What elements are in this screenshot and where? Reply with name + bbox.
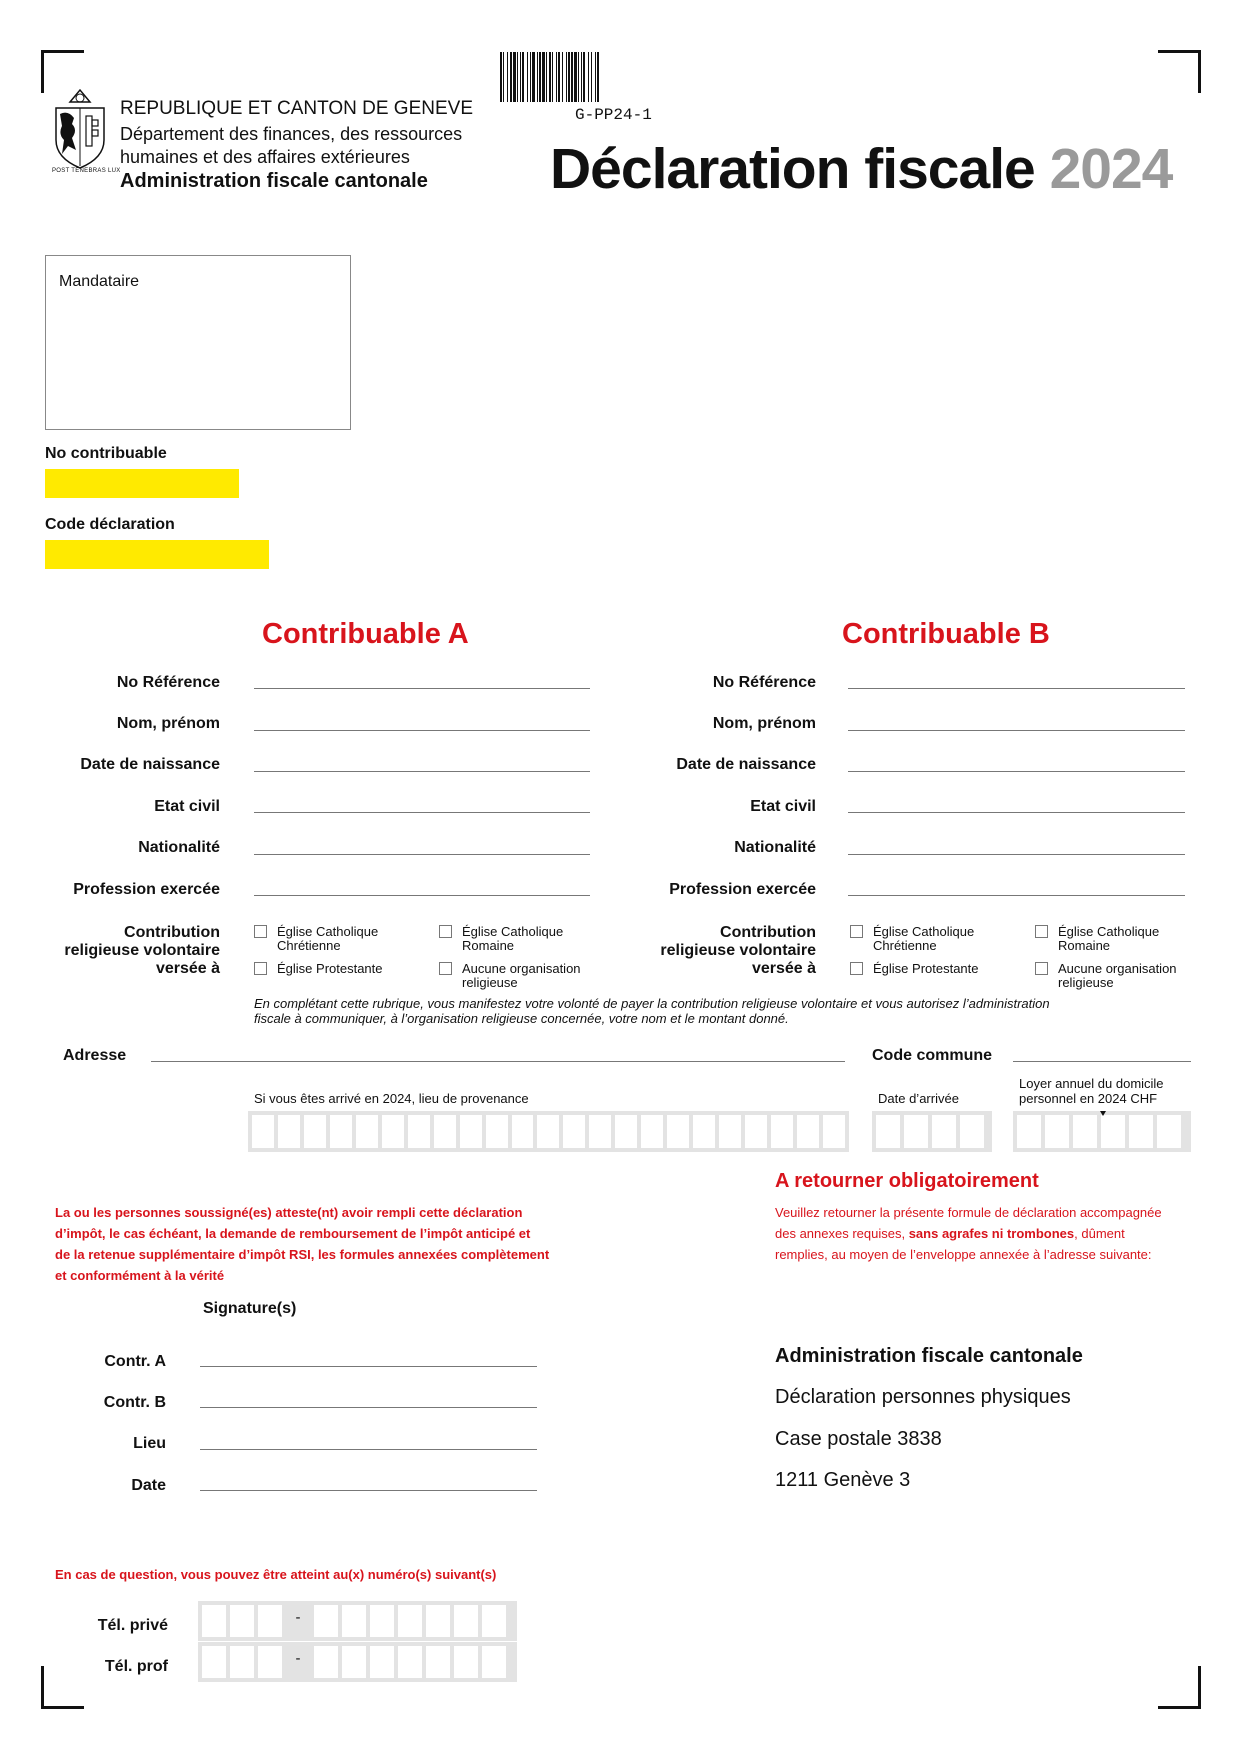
digit-box xyxy=(342,1646,366,1678)
checkbox-protestante-a[interactable] xyxy=(254,962,267,975)
contribuable-b-heading: Contribuable B xyxy=(842,618,1050,650)
char-box xyxy=(408,1115,430,1148)
field-line-nom-a[interactable] xyxy=(254,730,590,731)
religion-note-line: En complétant cette rubrique, vous manifestez votre volonté de payer la contribution religieuse volontaire et vous autorisez l’administration xyxy=(254,996,1050,1011)
signature-line-contr-a[interactable] xyxy=(200,1366,537,1367)
field-label: No Référence xyxy=(116,674,220,691)
checkbox-aucune-a[interactable] xyxy=(439,962,452,975)
return-notice-line: remplies, au moyen de l’enveloppe annexée à l’adresse suivante: xyxy=(775,1247,1152,1262)
char-box xyxy=(904,1115,928,1148)
field-label: Profession exercée xyxy=(73,881,220,898)
field-line-naissance-b[interactable] xyxy=(848,771,1185,772)
phone-prive-input[interactable] xyxy=(198,1601,517,1641)
religion-note xyxy=(254,996,1050,1026)
title-main: Déclaration fiscale xyxy=(550,137,1035,201)
char-box xyxy=(932,1115,956,1148)
return-notice-text-part: , dûment xyxy=(1074,1226,1125,1241)
char-box xyxy=(460,1115,482,1148)
digit-box xyxy=(202,1646,226,1678)
address-line[interactable] xyxy=(151,1061,845,1062)
no-contribuable-field[interactable] xyxy=(45,469,239,498)
option-line: Église Catholique xyxy=(1058,924,1160,939)
checkbox-catholique-chretienne-a[interactable] xyxy=(254,925,267,938)
crop-mark-bottom-right xyxy=(1158,1666,1201,1709)
option-line: Romaine xyxy=(462,938,515,953)
char-box xyxy=(667,1115,689,1148)
char-box xyxy=(563,1115,585,1148)
option-aucune-a xyxy=(462,962,581,990)
attestation-text xyxy=(55,1202,549,1286)
char-box xyxy=(797,1115,819,1148)
checkbox-catholique-romaine-a[interactable] xyxy=(439,925,452,938)
char-box xyxy=(745,1115,767,1148)
return-notice-line: Veuillez retourner la présente formule de déclaration accompagnée xyxy=(775,1205,1162,1220)
return-notice-text xyxy=(775,1202,1162,1265)
attestation-line: La ou les personnes soussigné(es) atteste(nt) avoir rempli cette déclaration xyxy=(55,1205,523,1220)
code-commune-label: Code commune xyxy=(872,1047,993,1064)
field-label: Etat civil xyxy=(750,798,816,815)
char-box xyxy=(434,1115,456,1148)
char-box xyxy=(382,1115,404,1148)
option-line: religieuse xyxy=(462,975,518,990)
arrival-label: Date d’arrivée xyxy=(878,1091,959,1106)
arrival-date-input[interactable] xyxy=(872,1111,992,1152)
title-year: 2024 xyxy=(1049,137,1173,201)
geneva-crest-icon xyxy=(50,80,110,180)
char-box xyxy=(1101,1115,1125,1148)
option-line: Romaine xyxy=(1058,938,1111,953)
field-label: Date de naissance xyxy=(80,756,220,773)
char-box xyxy=(876,1115,900,1148)
char-box xyxy=(1129,1115,1153,1148)
char-box xyxy=(1045,1115,1069,1148)
religion-label-line: versée à xyxy=(155,960,220,977)
char-box xyxy=(771,1115,793,1148)
checkbox-protestante-b[interactable] xyxy=(850,962,863,975)
char-box xyxy=(823,1115,845,1148)
religion-label-line: Contribution xyxy=(124,924,220,941)
crest-motto: POST TENEBRAS LUX xyxy=(52,168,121,174)
field-line-nationalite-a[interactable] xyxy=(254,854,590,855)
contribuable-a-heading: Contribuable A xyxy=(262,618,469,650)
field-line-nationalite-b[interactable] xyxy=(848,854,1185,855)
barcode-code: G-PP24-1 xyxy=(575,106,652,124)
digit-box xyxy=(258,1646,282,1678)
char-box xyxy=(1017,1115,1041,1148)
department-line-1: Département des finances, des ressources xyxy=(120,124,463,144)
char-box xyxy=(304,1115,326,1148)
rent-input[interactable] xyxy=(1013,1111,1191,1152)
char-box xyxy=(693,1115,715,1148)
char-box xyxy=(589,1115,611,1148)
digit-box xyxy=(426,1646,450,1678)
phone-separator: - xyxy=(295,1650,301,1667)
option-line: Aucune organisation xyxy=(462,961,581,976)
checkbox-catholique-romaine-b[interactable] xyxy=(1035,925,1048,938)
option-line: religieuse xyxy=(1058,975,1114,990)
field-label: No Référence xyxy=(712,674,816,691)
attestation-line: de la retenue supplémentaire d’impôt RSI, les formules annexées complètement xyxy=(55,1247,550,1262)
mandataire-box[interactable] xyxy=(45,255,351,430)
field-label: Nom, prénom xyxy=(116,715,220,732)
phone-prive-label: Tél. privé xyxy=(97,1617,168,1634)
digit-box xyxy=(258,1605,282,1637)
digit-box xyxy=(370,1646,394,1678)
rent-label-line: personnel en 2024 CHF xyxy=(1019,1091,1158,1106)
option-aucune-b xyxy=(1058,962,1177,990)
phone-prof-label: Tél. prof xyxy=(104,1658,168,1675)
field-line-profession-a[interactable] xyxy=(254,895,590,896)
signature-label-contr-a: Contr. A xyxy=(104,1353,166,1370)
religion-label-b xyxy=(660,924,816,978)
return-address-line-4: 1211 Genève 3 xyxy=(775,1469,911,1491)
code-declaration-label: Code déclaration xyxy=(45,516,175,533)
char-box xyxy=(1157,1115,1181,1148)
provenance-input[interactable] xyxy=(248,1111,849,1152)
char-box xyxy=(719,1115,741,1148)
digit-box xyxy=(398,1646,422,1678)
code-commune-line[interactable] xyxy=(1013,1061,1191,1062)
thousands-marker-icon xyxy=(1100,1111,1106,1116)
rent-label-line: Loyer annuel du domicile xyxy=(1019,1076,1164,1091)
field-line-no-reference-a[interactable] xyxy=(254,688,590,689)
digit-box xyxy=(202,1605,226,1637)
signature-label-date: Date xyxy=(131,1477,166,1494)
republic-name: REPUBLIQUE ET CANTON DE GENEVE xyxy=(120,98,473,119)
option-line: Chrétienne xyxy=(277,938,341,953)
provenance-label: Si vous êtes arrivé en 2024, lieu de provenance xyxy=(254,1091,529,1106)
char-box xyxy=(960,1115,984,1148)
phone-prof-input[interactable] xyxy=(198,1642,517,1682)
char-box xyxy=(330,1115,352,1148)
department-line-2: humaines et des affaires extérieures xyxy=(120,147,410,167)
checkbox-catholique-chretienne-b[interactable] xyxy=(850,925,863,938)
char-box xyxy=(1073,1115,1097,1148)
char-box xyxy=(278,1115,300,1148)
religion-label-line: religieuse volontaire xyxy=(660,942,816,959)
option-line: Église Catholique xyxy=(277,924,379,939)
field-line-etat-civil-a[interactable] xyxy=(254,812,590,813)
barcode xyxy=(500,52,740,107)
address-label: Adresse xyxy=(63,1047,127,1064)
attestation-line: d’impôt, le cas échéant, la demande de remboursement de l’impôt anticipé et xyxy=(55,1226,531,1241)
option-line: Aucune organisation xyxy=(1058,961,1177,976)
religion-note-line: fiscale à communiquer, à l’organisation religieuse concernée, votre nom et le montant donné. xyxy=(254,1011,789,1026)
option-catholique-chretienne-b xyxy=(873,925,974,953)
digit-box xyxy=(398,1605,422,1637)
option-protestante-b: Église Protestante xyxy=(873,961,979,976)
page-title xyxy=(550,136,1172,202)
field-label: Nationalité xyxy=(734,839,816,856)
digit-box xyxy=(314,1605,338,1637)
option-catholique-romaine-b xyxy=(1058,925,1159,953)
no-staples-notice: sans agrafes ni trombones xyxy=(908,1226,1075,1241)
signature-label-contr-b: Contr. B xyxy=(103,1394,166,1411)
field-label: Date de naissance xyxy=(676,756,816,773)
digit-box xyxy=(426,1605,450,1637)
char-box xyxy=(641,1115,663,1148)
digit-box xyxy=(230,1605,254,1637)
option-protestante-a: Église Protestante xyxy=(277,961,383,976)
return-address-line-1: Administration fiscale cantonale xyxy=(775,1345,1083,1367)
attestation-line: et conformément à la vérité xyxy=(55,1268,225,1283)
crop-mark-top-right xyxy=(1158,50,1201,93)
code-declaration-field[interactable] xyxy=(45,540,269,569)
field-line-nom-b[interactable] xyxy=(848,730,1185,731)
char-box xyxy=(356,1115,378,1148)
option-line: Chrétienne xyxy=(873,938,937,953)
field-line-profession-b[interactable] xyxy=(848,895,1185,896)
option-catholique-romaine-a xyxy=(462,925,563,953)
signature-line-date[interactable] xyxy=(200,1490,537,1491)
religion-label-line: Contribution xyxy=(720,924,816,941)
signature-label-lieu: Lieu xyxy=(133,1435,166,1452)
option-line: Église Catholique xyxy=(873,924,975,939)
no-contribuable-label: No contribuable xyxy=(45,445,167,462)
digit-box xyxy=(314,1646,338,1678)
char-box xyxy=(615,1115,637,1148)
char-box xyxy=(252,1115,274,1148)
digit-box xyxy=(230,1646,254,1678)
religion-label-a xyxy=(64,924,220,978)
digit-box xyxy=(482,1646,506,1678)
digit-box xyxy=(454,1605,478,1637)
signature-line-lieu[interactable] xyxy=(200,1449,537,1450)
return-address-line-3: Case postale 3838 xyxy=(775,1428,942,1450)
phone-separator: - xyxy=(295,1609,301,1626)
signature-heading: Signature(s) xyxy=(203,1300,297,1317)
field-label: Etat civil xyxy=(154,798,220,815)
religion-label-line: religieuse volontaire xyxy=(64,942,220,959)
field-label: Nationalité xyxy=(138,839,220,856)
crop-mark-bottom-left xyxy=(41,1666,84,1709)
signature-line-contr-b[interactable] xyxy=(200,1407,537,1408)
field-line-no-reference-b[interactable] xyxy=(848,688,1185,689)
return-address-line-2: Déclaration personnes physiques xyxy=(775,1386,1071,1408)
char-box xyxy=(486,1115,508,1148)
char-box xyxy=(512,1115,534,1148)
field-label: Profession exercée xyxy=(669,881,816,898)
option-catholique-chretienne-a xyxy=(277,925,378,953)
option-line: Église Catholique xyxy=(462,924,564,939)
digit-box xyxy=(482,1605,506,1637)
digit-box xyxy=(342,1605,366,1637)
return-notice-text-part: des annexes requises, xyxy=(775,1226,909,1241)
religion-label-line: versée à xyxy=(751,960,816,977)
return-notice-title: A retourner obligatoirement xyxy=(775,1170,1039,1192)
mandataire-label: Mandataire xyxy=(59,273,140,290)
rent-label xyxy=(1019,1076,1164,1106)
field-line-naissance-a[interactable] xyxy=(254,771,590,772)
phone-question: En cas de question, vous pouvez être atteint au(x) numéro(s) suivant(s) xyxy=(55,1567,497,1582)
digit-box xyxy=(454,1646,478,1678)
char-box xyxy=(537,1115,559,1148)
checkbox-aucune-b[interactable] xyxy=(1035,962,1048,975)
field-label: Nom, prénom xyxy=(712,715,816,732)
return-notice-line-2 xyxy=(775,1223,1162,1244)
digit-box xyxy=(370,1605,394,1637)
administration-name: Administration fiscale cantonale xyxy=(120,170,428,192)
field-line-etat-civil-b[interactable] xyxy=(848,812,1185,813)
